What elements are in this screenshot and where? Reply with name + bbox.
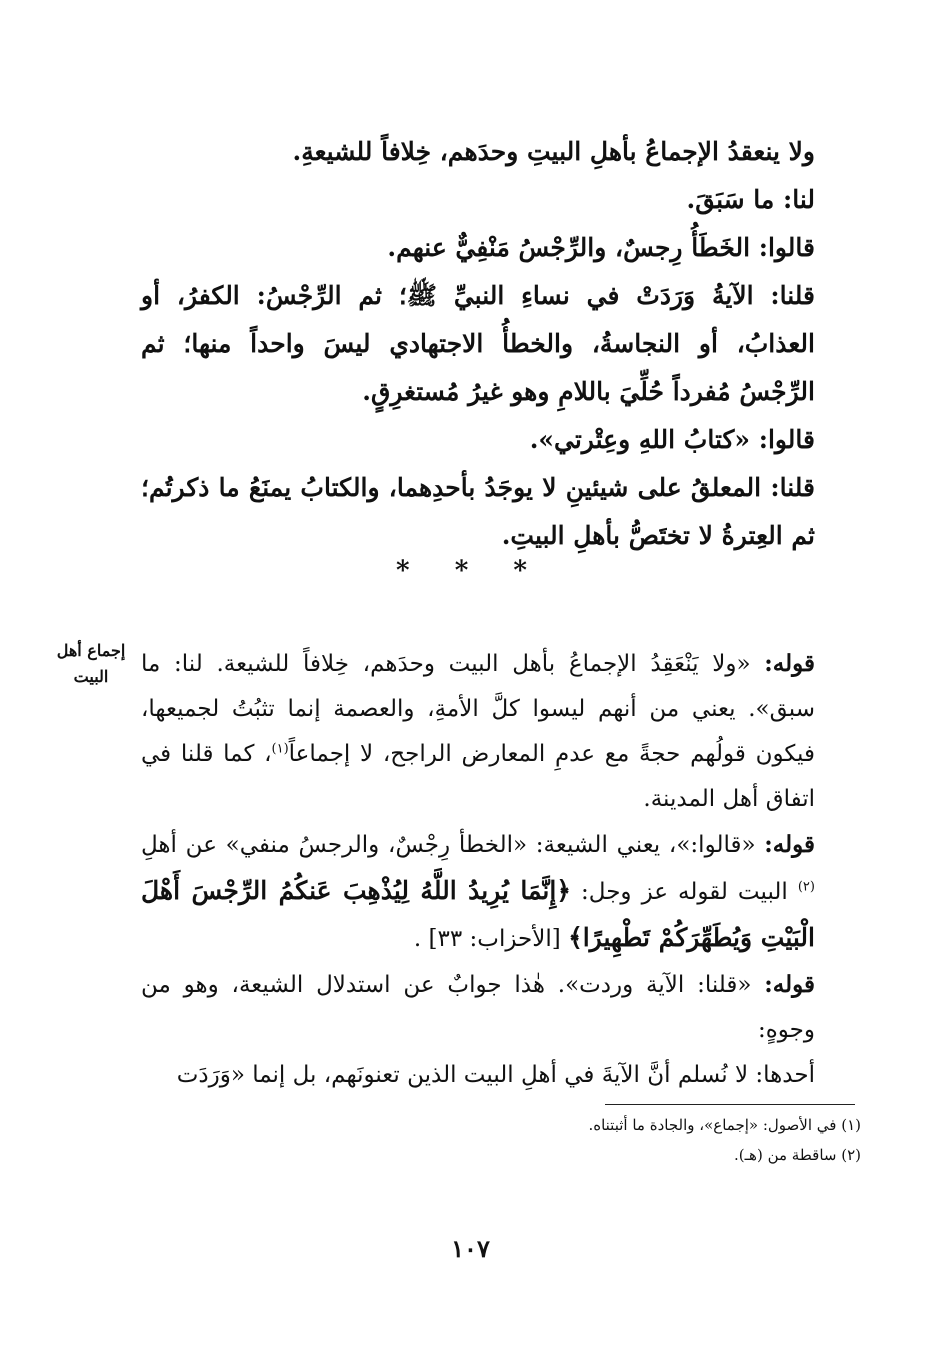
- commentary-text: «قالوا:»، يعني الشيعة: «الخطأ رِجْسٌ، والرجسُ منفي» عن أهلِ: [141, 832, 756, 858]
- commentary-paragraph: أحدها: لا نُسلم أنَّ الآيةَ في أهلِ البيت الذين تعنونَهم، بل إنما «وَرَدَت: [176, 1062, 815, 1088]
- main-paragraph: قالوا: الخَطَأُ رِجسٌ، والرِّجْسُ مَنْفِيٌّ عنهم.: [387, 233, 815, 262]
- footnote-divider: [605, 1104, 855, 1105]
- commentary-label: قوله:: [764, 971, 816, 998]
- main-paragraph: لنا: ما سَبَقَ.: [686, 185, 815, 214]
- main-text: [141, 128, 861, 560]
- commentary-text: البيت لقوله عز وجل:: [581, 879, 788, 905]
- footnote-item: (٢) ساقطة من (هـ).: [734, 1146, 861, 1164]
- main-paragraph: قالوا: «كتابُ اللهِ وعِتْرتي».: [529, 425, 815, 454]
- margin-note: إجماع أهل البيت: [56, 641, 126, 686]
- quran-verse: ﴿إِنَّمَا يُرِيدُ اللَّهُ لِيُذْهِبَ عَنكُمُ الرِّجْسَ أَهْلَ الْبَيْتِ وَيُطَهِّرَكُمْ تَطْهِيرًا﴾: [141, 876, 815, 952]
- commentary: [141, 641, 861, 1098]
- footnote-item: (١) في الأصول: «إجماع»، والجادة ما أثبتناه.: [588, 1116, 861, 1134]
- commentary-paragraph: [141, 641, 861, 822]
- commentary-text: ، كما قلنا في اتفاق أهل المدينة.: [141, 741, 815, 812]
- commentary-paragraph: [141, 822, 861, 962]
- section-separator: * * *: [396, 556, 545, 586]
- footnote-ref: (١): [271, 741, 289, 757]
- main-paragraph: قلنا: المعلقُ على شيئينِ لا يوجَدُ بأحدِهما، والكتابُ يمنَعُ ما ذكرتُم؛ ثم العِترةُ لا تختَصُّ بأهلِ البيتِ.: [141, 473, 815, 550]
- main-paragraph: ولا ينعقدُ الإجماعُ بأهلِ البيتِ وحدَهم، خِلافاً للشيعةِ.: [292, 137, 815, 166]
- commentary-text: «ولا يَنْعَقِدُ الإجماعُ بأهل البيت وحدَهم، خِلافاً للشيعة. لنا: ما سبق». يعني من أنهم ليسوا كلَّ الأمةِ، والعصمة إنما تثبُتُ لجميعها، فيكون قولُهم حجةً مع عدمِ المعارض الراجح، لا إجماعاً: [141, 651, 815, 767]
- footnotes: [141, 1110, 861, 1170]
- commentary-paragraph: [141, 962, 861, 1053]
- commentary-text: «قلنا: الآية وردت». هٰذا جوابٌ عن استدلال الشيعة، وهو من وجوهٍ:: [141, 972, 815, 1043]
- verse-reference: [الأحزاب: ٣٣] .: [413, 926, 561, 952]
- main-paragraph: قلنا: الآيةُ وَرَدَتْ في نساءِ النبيِّ ﷺ؛ ثم الرِّجْسُ: الكفرُ، أو العذابُ، أو النجاسةُ، والخطأُ الاجتهادي ليسَ واحداً منها؛ ثم الرِّجْسُ مُفرداً حُلِّيَ باللامِ وهو غيرُ مُستغرِقٍ.: [141, 281, 815, 406]
- page-number: ١٠٧: [451, 1234, 490, 1263]
- footnote-ref: (٢): [797, 879, 815, 895]
- commentary-label: قوله:: [764, 831, 815, 858]
- commentary-label: قوله:: [764, 650, 816, 677]
